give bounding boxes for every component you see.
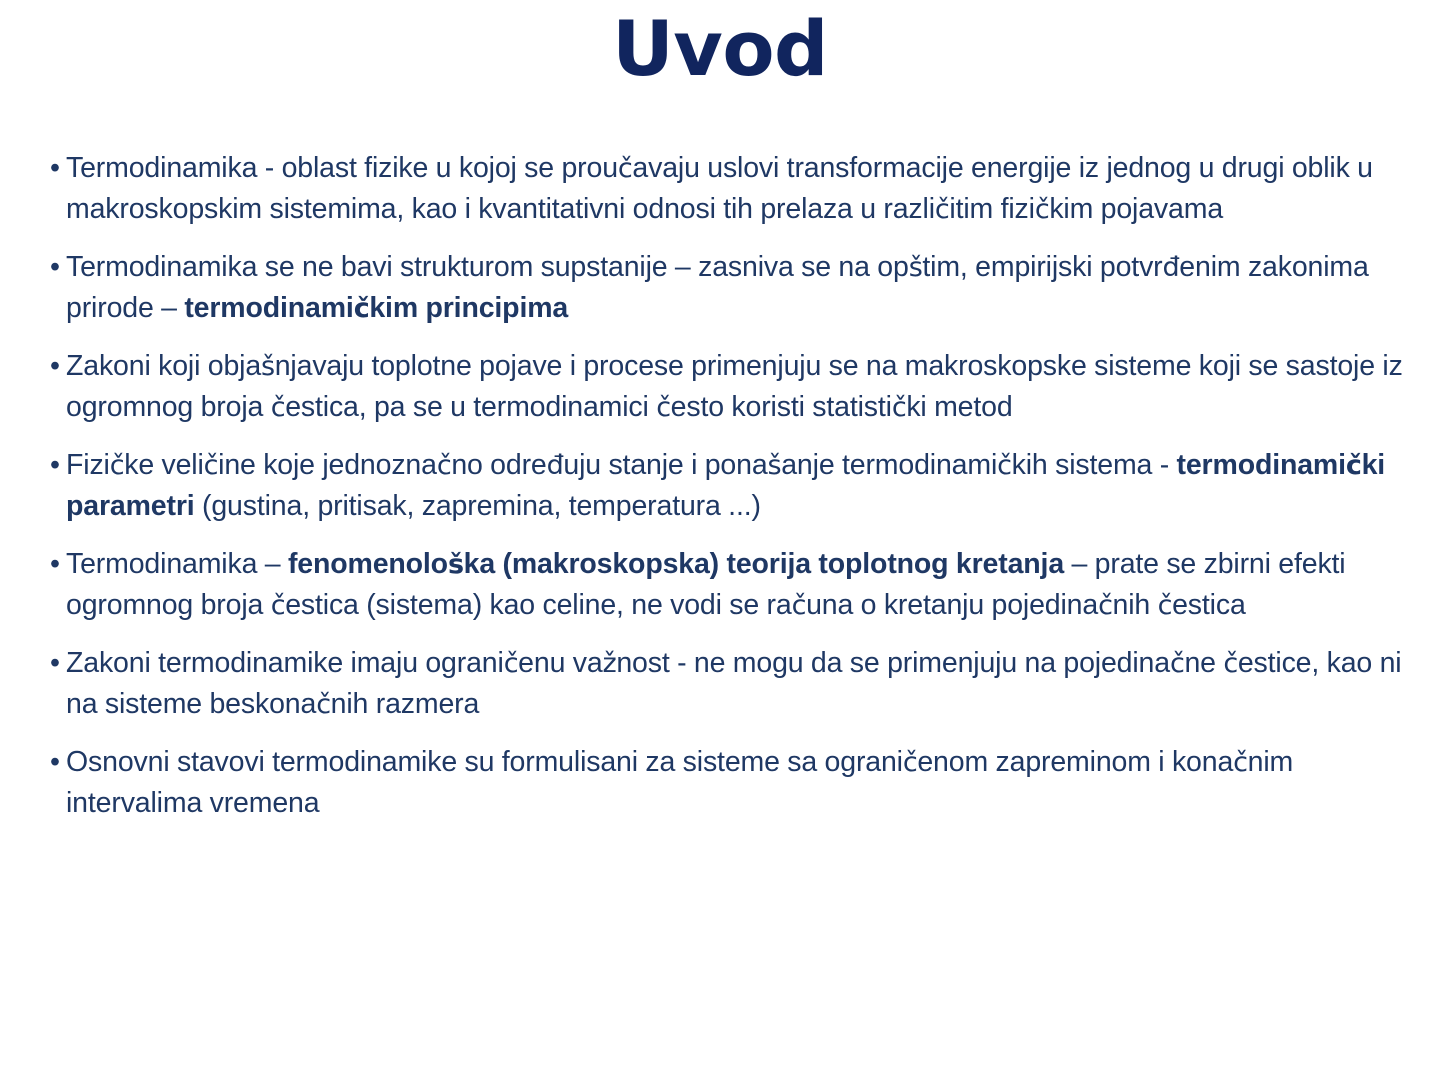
body-text: nim intervalima vremena	[66, 746, 1294, 819]
body-text: č	[203, 450, 219, 481]
body-text: ine koje jednozna	[218, 449, 437, 481]
body-text: Zakoni termodinamike imaju ograni	[66, 647, 504, 679]
emphasis-text: ka (makroskopska) teorija toplotnog kretanja	[463, 548, 1065, 580]
body-text: č	[316, 689, 331, 720]
body-text: Zakoni koji obja	[66, 350, 262, 382]
body-text: š	[261, 351, 275, 382]
body-text: č	[109, 450, 125, 481]
body-text: uju stanje i pona	[563, 449, 768, 481]
emphasis-text: č	[1345, 450, 1362, 481]
emphasis-text: č	[353, 293, 370, 324]
body-text: Termodinamika se ne bavi strukturom supstanije – zasniva se na op	[66, 251, 909, 283]
body-text: đ	[546, 450, 564, 481]
bullet-list	[48, 148, 1410, 824]
body-text: estice, kao ni na sisteme beskona	[66, 647, 1402, 720]
body-text: č	[934, 194, 950, 225]
body-text: č	[791, 590, 807, 621]
body-text: nih razmera	[330, 688, 480, 720]
body-text: nost - ne mogu da se primenjuju na pojedina	[616, 647, 1170, 679]
body-text: estica (sistema) kao celine, ne vodi se ra	[285, 589, 792, 621]
body-text: – prate se zbirni efekti ogromnog broja	[66, 548, 1346, 621]
body-text: č	[1157, 590, 1173, 621]
body-text: tim, empirijski potvr	[922, 251, 1163, 283]
bullet-6	[48, 643, 1410, 725]
body-text: č	[1034, 194, 1050, 225]
page-title: Uvod	[612, 4, 828, 93]
body-text: estica	[1172, 589, 1246, 621]
body-text: enim zakonima prirode –	[66, 251, 1369, 324]
body-text: č	[656, 392, 671, 423]
body-text: una o kretanju pojedina	[806, 589, 1099, 621]
body-text: esto koristi statisti	[670, 391, 892, 423]
body-text: enom zapreminom i kona	[917, 746, 1234, 778]
body-text: č	[503, 648, 519, 679]
emphasis-text: kim principima	[369, 292, 569, 324]
body-text: č	[1169, 648, 1185, 679]
body-text: kih sistema -	[1011, 449, 1177, 481]
body-text: ne	[1184, 647, 1224, 679]
body-text: kim pojavama	[1049, 193, 1224, 225]
bullet-7	[48, 742, 1410, 824]
body-text: avaju uslovi transformacije energije iz jednog u drugi oblik u makroskopskim sistemima, kao i kvantitativni odnosi tih prelaza u razli	[66, 152, 1373, 225]
body-text: č	[617, 153, 633, 184]
bullet-2	[48, 247, 1410, 329]
emphasis-text: termodinami	[184, 292, 354, 324]
body-text: č	[997, 450, 1012, 481]
body-text: ke veli	[124, 449, 204, 481]
emphasis-text: ki parametri	[66, 449, 1386, 522]
body-text: enu va	[518, 647, 603, 679]
body-text: č	[891, 392, 907, 423]
body-text: estica, pa se u termodinamici	[285, 391, 657, 423]
body-text: č	[1233, 747, 1248, 778]
body-text: đ	[1162, 252, 1180, 283]
body-text: nih	[1112, 589, 1158, 621]
body-text: no odre	[451, 449, 547, 481]
bullet-1	[48, 148, 1410, 230]
body-text: ki metod	[906, 391, 1013, 423]
body-text: č	[1223, 648, 1238, 679]
body-text: š	[767, 450, 782, 481]
emphasis-text: š	[447, 549, 464, 580]
body-text: itim fizi	[949, 193, 1035, 225]
title-area	[0, 4, 1440, 93]
body-text: ž	[602, 648, 617, 679]
body-text: (gustina, pritisak, zapremina, temperatura ...)	[194, 490, 761, 522]
body-text: Osnovni stavovi termodinamike su formulisani za sisteme sa ograni	[66, 746, 903, 778]
body-text: njavaju toplotne pojave i procese primenjuju se na makroskopske sisteme koji se sastoje iz ogromnog broja	[66, 350, 1403, 423]
body-text: č	[1098, 590, 1113, 621]
bullet-5	[48, 544, 1410, 626]
body-text: č	[436, 450, 452, 481]
emphasis-text: fenomenolo	[287, 548, 448, 580]
bullet-4	[48, 445, 1410, 527]
body-text: anje termodinami	[781, 449, 998, 481]
body-text: č	[270, 392, 286, 423]
body-text: č	[902, 747, 918, 778]
body-text: č	[270, 590, 286, 621]
emphasis-text: termodinami	[1176, 449, 1346, 481]
body-text: Fizi	[66, 449, 110, 481]
body-text: Termodinamika - oblast fizike u kojoj se prou	[66, 152, 618, 184]
body-text: š	[908, 252, 923, 283]
bullet-3	[48, 346, 1410, 428]
body-text: Termodinamika –	[66, 548, 288, 580]
